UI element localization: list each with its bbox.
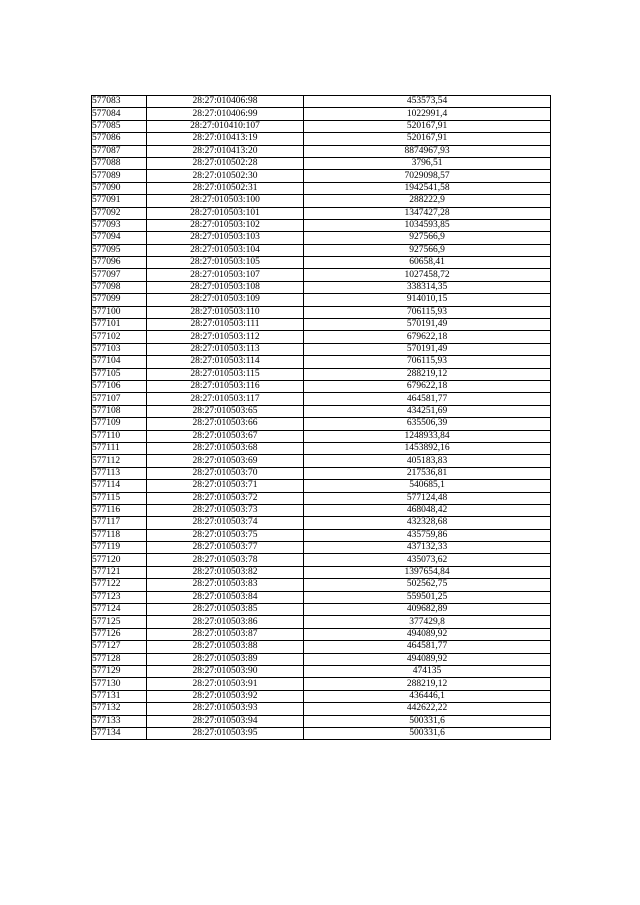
cadastral-number-cell: 28:27:010503:82: [147, 566, 304, 578]
value-cell: 570191,49: [304, 343, 551, 355]
table-row: [92, 306, 551, 318]
value-cell: 500331,6: [304, 727, 551, 739]
row-number-cell: 577089: [92, 170, 147, 182]
cadastral-number-cell: 28:27:010503:86: [147, 616, 304, 628]
cadastral-number-cell: 28:27:010503:115: [147, 368, 304, 380]
value-cell: 3796,51: [304, 157, 551, 169]
row-number-cell: 577105: [92, 368, 147, 380]
cadastral-number-cell: 28:27:010410:107: [147, 120, 304, 132]
table-row: [92, 442, 551, 454]
cadastral-number-cell: 28:27:010503:68: [147, 442, 304, 454]
value-cell: 706115,93: [304, 356, 551, 368]
row-number-cell: 577130: [92, 678, 147, 690]
cadastral-number-cell: 28:27:010503:105: [147, 257, 304, 269]
table-row: [92, 554, 551, 566]
cadastral-number-cell: 28:27:010503:110: [147, 306, 304, 318]
value-cell: 577124,48: [304, 492, 551, 504]
cadastral-number-cell: 28:27:010502:28: [147, 157, 304, 169]
table-row: [92, 343, 551, 355]
cadastral-number-cell: 28:27:010413:20: [147, 145, 304, 157]
value-cell: 435759,86: [304, 529, 551, 541]
row-number-cell: 577118: [92, 529, 147, 541]
cadastral-number-cell: 28:27:010503:108: [147, 281, 304, 293]
cadastral-number-cell: 28:27:010503:95: [147, 727, 304, 739]
cadastral-number-cell: 28:27:010503:109: [147, 294, 304, 306]
value-cell: 8874967,93: [304, 145, 551, 157]
row-number-cell: 577090: [92, 182, 147, 194]
cadastral-number-cell: 28:27:010503:72: [147, 492, 304, 504]
cadastral-number-cell: 28:27:010503:103: [147, 232, 304, 244]
value-cell: 502562,75: [304, 579, 551, 591]
value-cell: 464581,77: [304, 641, 551, 653]
value-cell: 405183,83: [304, 455, 551, 467]
value-cell: 520167,91: [304, 133, 551, 145]
cadastral-number-cell: 28:27:010502:30: [147, 170, 304, 182]
cadastral-number-cell: 28:27:010503:114: [147, 356, 304, 368]
cadastral-number-cell: 28:27:010503:111: [147, 319, 304, 331]
row-number-cell: 577127: [92, 641, 147, 653]
table-row: [92, 281, 551, 293]
cadastral-number-cell: 28:27:010503:101: [147, 207, 304, 219]
row-number-cell: 577119: [92, 542, 147, 554]
value-cell: 288222,9: [304, 195, 551, 207]
table-row: [92, 96, 551, 108]
row-number-cell: 577110: [92, 430, 147, 442]
row-number-cell: 577106: [92, 380, 147, 392]
row-number-cell: 577134: [92, 727, 147, 739]
value-cell: 494089,92: [304, 653, 551, 665]
row-number-cell: 577120: [92, 554, 147, 566]
table-row: [92, 269, 551, 281]
value-cell: 436446,1: [304, 690, 551, 702]
table-row: [92, 591, 551, 603]
table-row: [92, 257, 551, 269]
row-number-cell: 577122: [92, 579, 147, 591]
row-number-cell: 577104: [92, 356, 147, 368]
value-cell: 474135: [304, 665, 551, 677]
value-cell: 217536,81: [304, 467, 551, 479]
cadastral-number-cell: 28:27:010503:71: [147, 480, 304, 492]
table-row: [92, 380, 551, 392]
row-number-cell: 577117: [92, 517, 147, 529]
value-cell: 7029098,57: [304, 170, 551, 182]
table-row: [92, 219, 551, 231]
table-row: [92, 542, 551, 554]
table-row: [92, 368, 551, 380]
table-row: [92, 430, 551, 442]
row-number-cell: 577116: [92, 504, 147, 516]
table-row: [92, 529, 551, 541]
table-row: [92, 517, 551, 529]
table-row: [92, 405, 551, 417]
row-number-cell: 577100: [92, 306, 147, 318]
table-row: [92, 628, 551, 640]
row-number-cell: 577097: [92, 269, 147, 281]
table-row: [92, 604, 551, 616]
cadastral-number-cell: 28:27:010503:100: [147, 195, 304, 207]
row-number-cell: 577093: [92, 219, 147, 231]
table-row: [92, 120, 551, 132]
row-number-cell: 577087: [92, 145, 147, 157]
value-cell: 1022991,4: [304, 108, 551, 120]
table-row: [92, 566, 551, 578]
value-cell: 437132,33: [304, 542, 551, 554]
table-row: [92, 157, 551, 169]
cadastral-number-cell: 28:27:010503:90: [147, 665, 304, 677]
table-row: [92, 393, 551, 405]
value-cell: 1027458,72: [304, 269, 551, 281]
table-row: [92, 294, 551, 306]
table-row: [92, 145, 551, 157]
table-row: [92, 703, 551, 715]
value-cell: 1248933,84: [304, 430, 551, 442]
cadastral-number-cell: 28:27:010503:78: [147, 554, 304, 566]
row-number-cell: 577124: [92, 604, 147, 616]
cadastral-number-cell: 28:27:010503:116: [147, 380, 304, 392]
cadastral-number-cell: 28:27:010503:104: [147, 244, 304, 256]
value-cell: 570191,49: [304, 319, 551, 331]
value-cell: 706115,93: [304, 306, 551, 318]
table-row: [92, 480, 551, 492]
value-cell: 288219,12: [304, 368, 551, 380]
value-cell: 679622,18: [304, 331, 551, 343]
value-cell: 468048,42: [304, 504, 551, 516]
value-cell: 559501,25: [304, 591, 551, 603]
cadastral-number-cell: 28:27:010503:69: [147, 455, 304, 467]
cadastral-number-cell: 28:27:010406:98: [147, 96, 304, 108]
row-number-cell: 577121: [92, 566, 147, 578]
cadastral-number-cell: 28:27:010503:83: [147, 579, 304, 591]
table-row: [92, 455, 551, 467]
cadastral-number-cell: 28:27:010503:94: [147, 715, 304, 727]
table-row: [92, 331, 551, 343]
table-row: [92, 182, 551, 194]
cadastral-number-cell: 28:27:010503:85: [147, 604, 304, 616]
table-row: [92, 616, 551, 628]
table-row: [92, 467, 551, 479]
row-number-cell: 577085: [92, 120, 147, 132]
row-number-cell: 577129: [92, 665, 147, 677]
table-row: [92, 232, 551, 244]
cadastral-number-cell: 28:27:010503:88: [147, 641, 304, 653]
value-cell: 435073,62: [304, 554, 551, 566]
row-number-cell: 577083: [92, 96, 147, 108]
row-number-cell: 577126: [92, 628, 147, 640]
table-row: [92, 319, 551, 331]
value-cell: 432328,68: [304, 517, 551, 529]
row-number-cell: 577125: [92, 616, 147, 628]
row-number-cell: 577111: [92, 442, 147, 454]
table-row: [92, 492, 551, 504]
value-cell: 288219,12: [304, 678, 551, 690]
row-number-cell: 577114: [92, 480, 147, 492]
row-number-cell: 577131: [92, 690, 147, 702]
value-cell: 494089,92: [304, 628, 551, 640]
table-row: [92, 133, 551, 145]
value-cell: 434251,69: [304, 405, 551, 417]
cadastral-number-cell: 28:27:010503:70: [147, 467, 304, 479]
row-number-cell: 577084: [92, 108, 147, 120]
row-number-cell: 577088: [92, 157, 147, 169]
table-row: [92, 579, 551, 591]
row-number-cell: 577092: [92, 207, 147, 219]
value-cell: 338314,35: [304, 281, 551, 293]
row-number-cell: 577091: [92, 195, 147, 207]
row-number-cell: 577107: [92, 393, 147, 405]
value-cell: 679622,18: [304, 380, 551, 392]
table-row: [92, 653, 551, 665]
table-row: [92, 356, 551, 368]
cadastral-number-cell: 28:27:010503:91: [147, 678, 304, 690]
row-number-cell: 577112: [92, 455, 147, 467]
row-number-cell: 577123: [92, 591, 147, 603]
row-number-cell: 577094: [92, 232, 147, 244]
table-row: [92, 727, 551, 739]
cadastral-number-cell: 28:27:010503:93: [147, 703, 304, 715]
cadastral-number-cell: 28:27:010502:31: [147, 182, 304, 194]
value-cell: 1397654,84: [304, 566, 551, 578]
table-row: [92, 418, 551, 430]
table-body: [92, 96, 551, 740]
table-row: [92, 690, 551, 702]
row-number-cell: 577102: [92, 331, 147, 343]
cadastral-number-cell: 28:27:010503:112: [147, 331, 304, 343]
value-cell: 1942541,58: [304, 182, 551, 194]
cadastral-number-cell: 28:27:010503:107: [147, 269, 304, 281]
value-cell: 914010,15: [304, 294, 551, 306]
row-number-cell: 577133: [92, 715, 147, 727]
cadastral-number-cell: 28:27:010503:66: [147, 418, 304, 430]
row-number-cell: 577101: [92, 319, 147, 331]
cadastral-number-cell: 28:27:010503:92: [147, 690, 304, 702]
value-cell: 927566,9: [304, 232, 551, 244]
cadastral-number-cell: 28:27:010503:87: [147, 628, 304, 640]
cadastral-number-cell: 28:27:010503:74: [147, 517, 304, 529]
cadastral-number-cell: 28:27:010503:73: [147, 504, 304, 516]
table-row: [92, 108, 551, 120]
cadastral-number-cell: 28:27:010503:89: [147, 653, 304, 665]
value-cell: 377429,8: [304, 616, 551, 628]
value-cell: 453573,54: [304, 96, 551, 108]
table-row: [92, 207, 551, 219]
value-cell: 409682,89: [304, 604, 551, 616]
table-row: [92, 641, 551, 653]
cadastral-number-cell: 28:27:010413:19: [147, 133, 304, 145]
value-cell: 540685,1: [304, 480, 551, 492]
value-cell: 442622,22: [304, 703, 551, 715]
row-number-cell: 577109: [92, 418, 147, 430]
row-number-cell: 577098: [92, 281, 147, 293]
value-cell: 635506,39: [304, 418, 551, 430]
value-cell: 60658,41: [304, 257, 551, 269]
table-row: [92, 504, 551, 516]
cadastral-number-cell: 28:27:010503:67: [147, 430, 304, 442]
table-row: [92, 678, 551, 690]
value-cell: 1453892,16: [304, 442, 551, 454]
value-cell: 520167,91: [304, 120, 551, 132]
row-number-cell: 577103: [92, 343, 147, 355]
table-row: [92, 195, 551, 207]
cadastral-number-cell: 28:27:010503:113: [147, 343, 304, 355]
value-cell: 500331,6: [304, 715, 551, 727]
cadastral-value-table: [91, 95, 551, 740]
cadastral-number-cell: 28:27:010503:77: [147, 542, 304, 554]
cadastral-number-cell: 28:27:010503:102: [147, 219, 304, 231]
value-cell: 1347427,28: [304, 207, 551, 219]
row-number-cell: 577113: [92, 467, 147, 479]
row-number-cell: 577095: [92, 244, 147, 256]
row-number-cell: 577099: [92, 294, 147, 306]
cadastral-number-cell: 28:27:010503:65: [147, 405, 304, 417]
row-number-cell: 577128: [92, 653, 147, 665]
cadastral-number-cell: 28:27:010503:84: [147, 591, 304, 603]
cadastral-number-cell: 28:27:010503:75: [147, 529, 304, 541]
row-number-cell: 577096: [92, 257, 147, 269]
table-row: [92, 715, 551, 727]
value-cell: 1034593,85: [304, 219, 551, 231]
table-row: [92, 244, 551, 256]
value-cell: 927566,9: [304, 244, 551, 256]
cadastral-number-cell: 28:27:010406:99: [147, 108, 304, 120]
value-cell: 464581,77: [304, 393, 551, 405]
row-number-cell: 577115: [92, 492, 147, 504]
table-row: [92, 665, 551, 677]
cadastral-number-cell: 28:27:010503:117: [147, 393, 304, 405]
row-number-cell: 577132: [92, 703, 147, 715]
table-row: [92, 170, 551, 182]
row-number-cell: 577108: [92, 405, 147, 417]
row-number-cell: 577086: [92, 133, 147, 145]
